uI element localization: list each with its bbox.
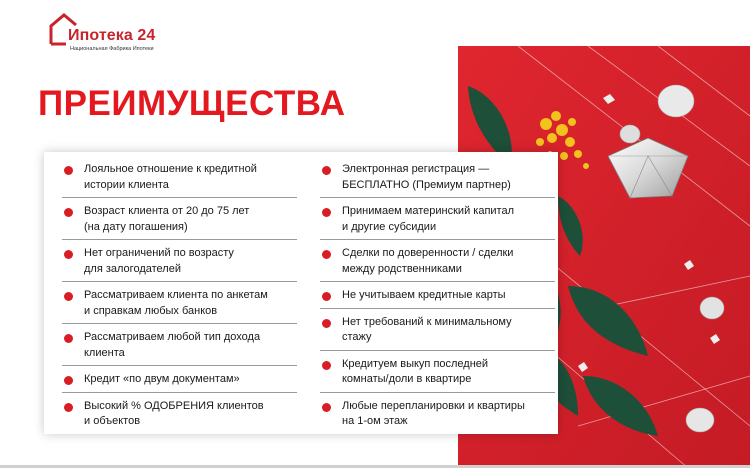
list-item — [320, 288, 555, 309]
bullet-icon — [322, 361, 331, 370]
bullet-icon — [322, 292, 331, 301]
list-item — [62, 330, 297, 366]
advantages-card — [44, 152, 558, 434]
list-item — [320, 246, 555, 282]
bullet-icon — [64, 403, 73, 412]
list-item-text: Нет требований к минимальному стажу — [342, 315, 512, 343]
advantages-right-column — [320, 162, 555, 440]
list-item-text: Нет ограничений по возрасту для залогодателей — [84, 247, 234, 275]
list-item — [62, 204, 297, 240]
list-item-text: Рассматриваем любой тип дохода клиента — [84, 331, 261, 359]
bullet-icon — [64, 334, 73, 343]
list-item-text: Кредит «по двум документам» — [84, 373, 240, 385]
list-item-text: Принимаем материнский капитал и другие субсидии — [342, 205, 514, 233]
list-item — [320, 357, 555, 393]
bullet-icon — [64, 376, 73, 385]
logo-name: Ипотека 24 — [68, 27, 156, 44]
bullet-icon — [64, 250, 73, 259]
bullet-icon — [322, 319, 331, 328]
list-item-text: Высокий % ОДОБРЕНИЯ клиентов и объектов — [84, 399, 264, 427]
list-item — [62, 372, 297, 393]
list-item — [320, 315, 555, 351]
page-title: ПРЕИМУЩЕСТВА — [38, 84, 346, 123]
list-item — [320, 399, 555, 434]
logo-tagline: Национальная Фабрика Ипотеки — [70, 46, 154, 52]
list-item — [320, 162, 555, 198]
list-item-text: Лояльное отношение к кредитной истории клиента — [84, 163, 257, 191]
bullet-icon — [322, 250, 331, 259]
list-item — [62, 399, 297, 434]
bullet-icon — [64, 292, 73, 301]
advantages-left-column — [62, 162, 297, 440]
company-logo — [48, 13, 178, 53]
bullet-icon — [322, 166, 331, 175]
list-item-text: Кредитуем выкуп последней комнаты/доли в квартире — [342, 357, 489, 385]
list-item-text: Сделки по доверенности / сделки между родственниками — [342, 247, 514, 275]
list-item-text: Возраст клиента от 20 до 75 лет (на дату погашения) — [84, 205, 250, 233]
list-item-text: Рассматриваем клиента по анкетам и справкам любых банков — [84, 289, 268, 317]
bullet-icon — [322, 403, 331, 412]
list-item — [62, 288, 297, 324]
bullet-icon — [322, 208, 331, 217]
list-item-text: Любые перепланировки и квартиры на 1-ом этаж — [342, 399, 525, 427]
list-item-text: Электронная регистрация — БЕСПЛАТНО (Премиум партнер) — [342, 163, 511, 191]
bullet-icon — [64, 208, 73, 217]
list-item — [62, 162, 297, 198]
list-item-text: Не учитываем кредитные карты — [342, 289, 506, 301]
list-item — [62, 246, 297, 282]
bullet-icon — [64, 166, 73, 175]
list-item — [320, 204, 555, 240]
